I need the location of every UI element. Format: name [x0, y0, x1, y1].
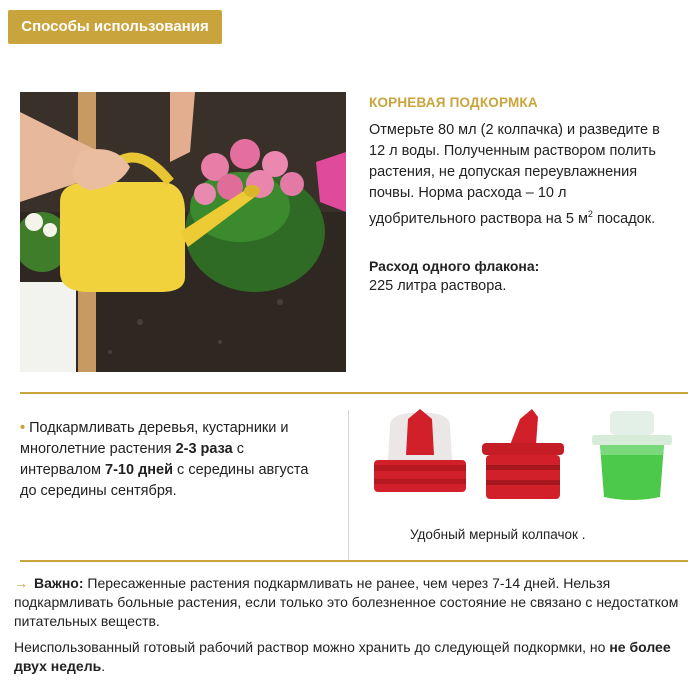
root-feeding-title: КОРНЕВАЯ ПОДКОРМКА — [369, 95, 538, 110]
cap-red-spout — [482, 409, 564, 499]
divider-vertical — [348, 410, 349, 560]
watering-roses-photo — [20, 92, 346, 372]
cap-red-dome — [374, 409, 466, 492]
caps-caption: Удобный мерный колпачок . — [410, 527, 586, 542]
bottle-usage-heading: Расход одного флакона: — [369, 258, 540, 274]
feeding-schedule-text: • Подкармливать деревья, кустарники и многолетние растения 2-3 раза с интервалом 7-10 дней с середины августа до середины сентября. — [20, 420, 309, 499]
arrow-right-icon: → — [14, 575, 28, 591]
divider-top — [20, 392, 688, 394]
root-feeding-description: Отмерьте 80 мл (2 колпачка) и разведите в 12 л воды. Полученным раствором полить растения, не допуская переувлажнения почвы. Норма расхода – 10 л удобрительного раствора на 5 $м^2$ посадок. — [369, 122, 660, 227]
cap-green-liquid — [592, 411, 672, 500]
bottle-usage-value: 225 литра раствора. — [369, 278, 507, 294]
divider-bottom — [20, 560, 688, 562]
storage-note: Неиспользованный готовый рабочий раствор можно хранить до следующей подкормки, но не более двух недель. — [14, 639, 671, 674]
measuring-caps-illustration — [360, 405, 690, 515]
section-header: Способы использования — [8, 10, 222, 44]
important-note: → Важно: Пересаженные растения подкармливать не ранее, чем через 7-14 дней. Нельзя подкармливать больные растения, если только это болезненное состояние не связано с недостатком питательных веществ. — [14, 575, 679, 629]
